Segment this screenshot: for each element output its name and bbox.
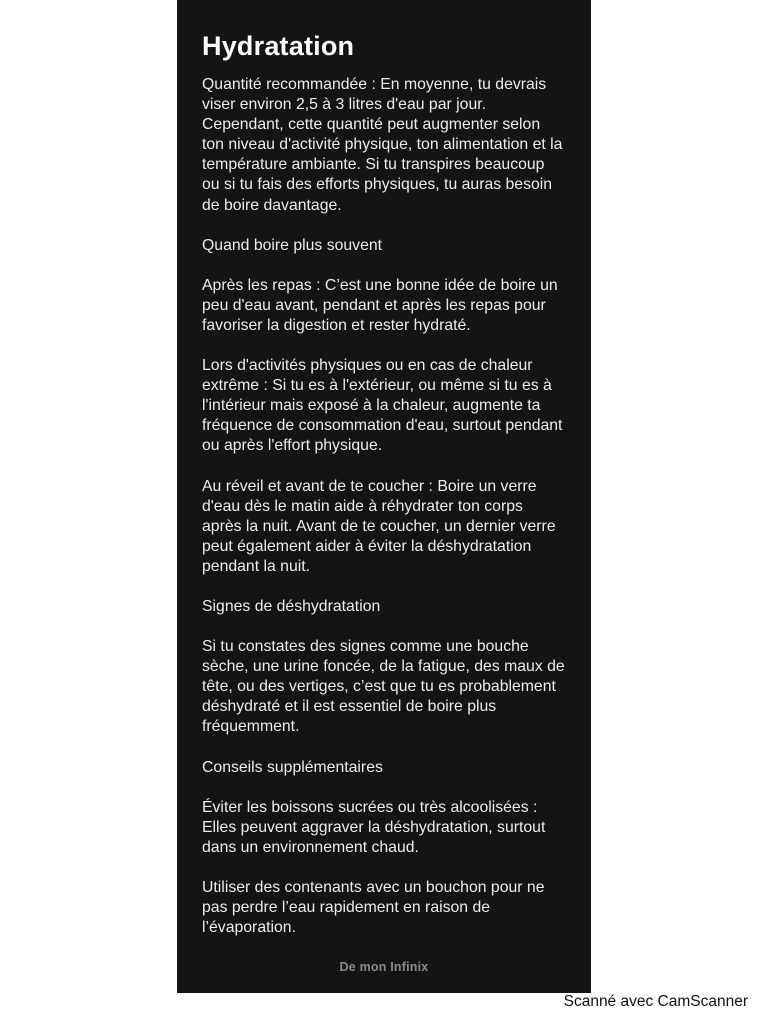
paragraph-use-containers: Utiliser des contenants avec un bouchon pour ne pas perdre l’eau rapidement en raison de l’évaporation.	[202, 878, 545, 937]
paragraph-after-meals: Après les repas : C’est une bonne idée de boire un peu d'eau avant, pendant et après les repas pour favoriser la digestion et rester hydraté.	[202, 276, 558, 334]
paragraph-recommended-quantity: Quantité recommandée : En moyenne, tu devrais viser environ 2,5 à 3 litres d'eau par jour. Cependant, cette quantité peut augmenter selon ton niveau d'activité physique, ton alimentation et la température ambiante. Si tu transpires beaucoup ou si tu fais des efforts physiques, tu auras besoin de boire davantage.	[202, 76, 563, 214]
paragraph-dehydration-signs: Si tu constates des signes comme une bouche sèche, une urine foncée, de la fatigue, des maux de tête, ou des vertiges, c’est que tu es probablement déshydraté et il est essentiel de boire plus fréquemment.	[202, 638, 565, 736]
paragraph-wake-and-bedtime: Au réveil et avant de te coucher : Boire un verre d'eau dès le matin aide à réhydrater ton corps après la nuit. Avant de te coucher, un dernier verre peut également aider à éviter la déshydratation pendant la nuit.	[202, 477, 556, 575]
paragraph-physical-activity: Lors d'activités physiques ou en cas de chaleur extrême : Si tu es à l'extérieur, ou même si tu es à l'intérieur mais exposé à la chaleur, augmente ta fréquence de consommation d'eau, surtout pendant ou après l'effort physique.	[202, 357, 563, 455]
device-footer: De mon Infinix	[339, 960, 429, 974]
section-heading-when-to-drink: Quand boire plus souvent	[202, 236, 383, 254]
paragraph-avoid-drinks: Éviter les boissons sucrées ou très alcoolisées : Elles peuvent aggraver la déshydratation, surtout dans un environnement chaud.	[202, 798, 546, 856]
document-title: Hydratation	[202, 31, 355, 61]
section-heading-extra-tips: Conseils supplémentaires	[202, 758, 383, 776]
note-screenshot-panel	[177, 0, 591, 993]
section-heading-dehydration-signs: Signes de déshydratation	[202, 597, 381, 615]
document-body	[202, 75, 565, 938]
camscanner-watermark: Scanné avec CamScanner	[563, 993, 748, 1010]
